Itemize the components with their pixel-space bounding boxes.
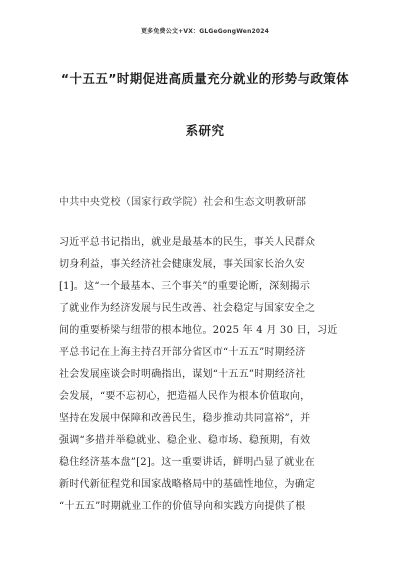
body-line: 坚持在发展中保障和改善民生，稳步推动共同富裕”，并 — [59, 413, 311, 424]
body-line: [1]。这“一个最基本、三个事关”的重要论断，深刻揭示 — [59, 281, 311, 292]
body-line: 间的重要桥梁与纽带的根本地位。2025 年 4 月 30 日，习近 — [59, 325, 338, 336]
body-line: 强调“多措并举稳就业、稳企业、稳市场、稳预期，有效 — [59, 435, 311, 446]
body-line: 会发展，“要不忘初心，把造福人民作为根本价值取向， — [59, 391, 311, 402]
body-line: 稳住经济基本盘”[2]。这一重要讲话，鲜明凸显了就业在 — [59, 457, 316, 468]
header-note: 更多免费公文+VX：GLGeGongWen2024 — [140, 28, 270, 35]
body-line: 了就业作为经济发展与民生改善、社会稳定与国家安全之 — [59, 303, 316, 314]
body-line: 切身利益，事关经济社会健康发展，事关国家长治久安 — [59, 259, 305, 270]
body-line: “十五五”时期就业工作的价值导向和实践方向提供了根 — [59, 501, 306, 512]
body-line: 新时代新征程党和国家战略格局中的基础性地位，为确定 — [59, 479, 316, 490]
document-title-line-1: “十五五”时期促进高质量充分就业的形势与政策体 — [60, 71, 350, 86]
document-title-line-2: 系研究 — [185, 123, 225, 138]
body-line: 社会发展座谈会时明确指出，谋划“十五五”时期经济社 — [59, 369, 306, 380]
author-affiliation: 中共中央党校（国家行政学院）社会和生态文明教研部 — [59, 197, 307, 208]
body-line: 平总书记在上海主持召开部分省区市“十五五”时期经济 — [59, 347, 306, 358]
body-line: 习近平总书记指出，就业是最基本的民生，事关人民群众 — [59, 237, 316, 248]
